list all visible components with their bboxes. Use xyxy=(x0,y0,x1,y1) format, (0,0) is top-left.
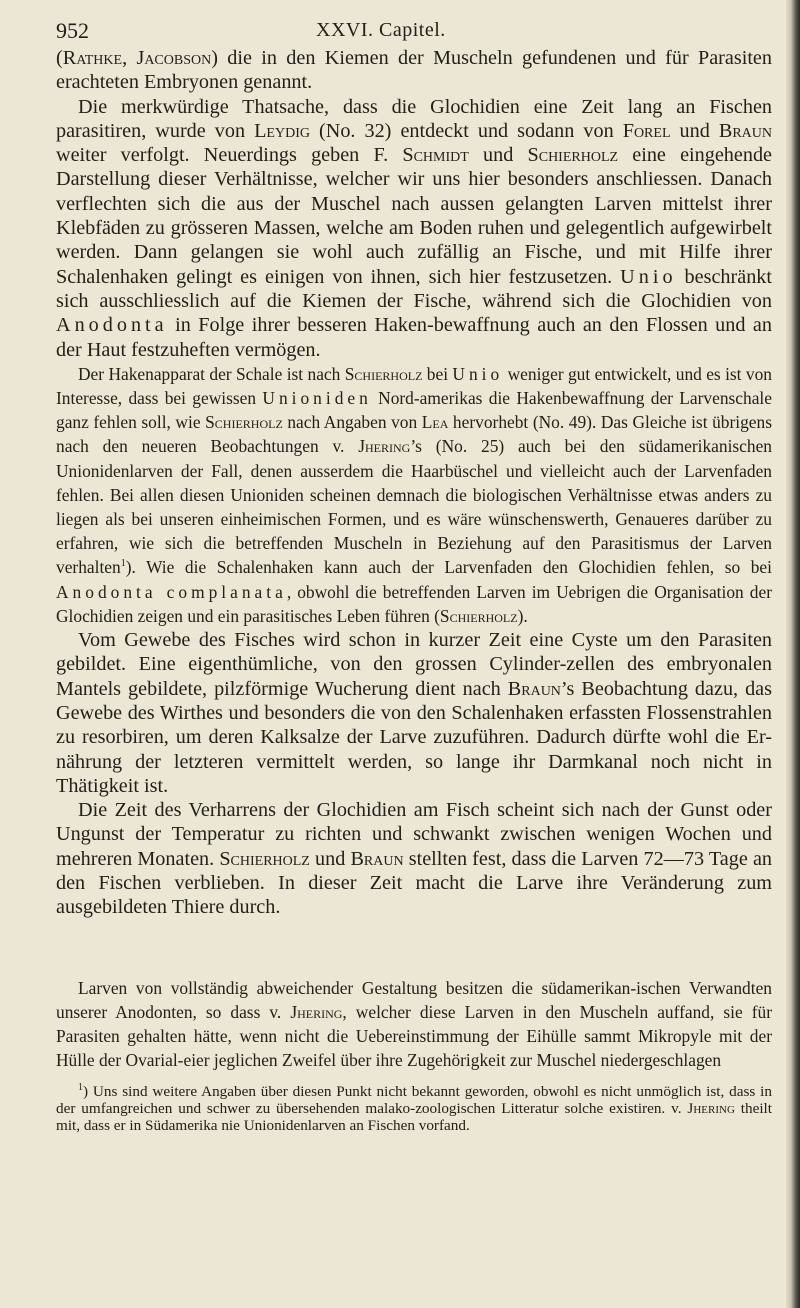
genus-name: Unio xyxy=(452,363,504,384)
author-name: Schierholz xyxy=(439,605,518,626)
author-name: Jhering xyxy=(687,1100,735,1118)
paragraph-cyste xyxy=(56,628,772,798)
footnote xyxy=(56,1084,772,1134)
text-run: ). Wie die Schalenhaken kann auch der Larvenfaden den Glochidien fehlen, so bei xyxy=(125,557,772,578)
text-run: Die merkwürdige Thatsache, dass die Glochidien eine Zeit lang an Fischen parasitiren, wurde von xyxy=(56,95,772,142)
author-name: Braun xyxy=(718,119,772,142)
genus-name: Anodonta xyxy=(56,314,168,337)
text-run: ’s Beobachtung dazu, das Gewebe des Wirthes und besonders die von den Schalenhaken erfassten Flossenstrahlen zu resorbiren, um deren Kalksalze der Larve zuzuführen. Dadurch dürfte wohl die Er-nährung der letzteren vermittelt werden, so lange ihr Darmkanal noch nicht in Thätigkeit ist. xyxy=(56,677,772,797)
genus-name: Unio xyxy=(620,265,677,288)
text-run: ). xyxy=(517,605,528,626)
text-run: und xyxy=(468,144,528,167)
author-name: Braun xyxy=(507,677,561,700)
text-run: ’s (No. 25) auch bei den südamerikanischen Unionidenlarven der Fall, denen ausserdem die Haarbüschel und vielleicht auch der Larvenfaden fehlen. Bei allen diesen Unioniden scheinen demnach die biologischen Verhältnisse etwas anders zu liegen als bei unseren einheimischen Formen, und es wäre wünschenswerth, Genaueres darüber zu erfahren, wie sich die betreffenden Muscheln in Beziehung auf den Parasitismus der Larven verhalten xyxy=(56,436,772,578)
author-name: Schierholz xyxy=(527,144,619,167)
text-run: Die Zeit des Verharrens der Glochidien am Fisch scheint sich nach der Gunst oder Ungunst der Temperatur zu richten und schwankt zwischen wenigen Wochen und mehreren Monaten. xyxy=(56,799,772,870)
paragraph-rathke-jacobson xyxy=(56,46,772,95)
text-run: bei xyxy=(422,363,453,384)
footnote-marker: 1 xyxy=(120,558,126,570)
text-run: ( xyxy=(56,47,63,69)
author-name: Jacobson xyxy=(136,47,212,69)
text-run: ) die in den Kiemen der Muscheln gefundenen und für Parasiten erachteten Embryonen genannt. xyxy=(56,47,772,94)
text-run: theilt mit, dass er in Südamerika nie Unionidenlarven an Fischen vorfand. xyxy=(56,1100,772,1134)
paragraph-suedamerikanische-larven xyxy=(56,976,772,1073)
book-page xyxy=(56,12,772,1134)
page-header xyxy=(56,12,772,46)
text-run: in Folge ihrer besseren Haken-bewaffnung auch an den Flossen und an der Haut festzuheften vermögen. xyxy=(56,314,772,361)
author-name: Jhering xyxy=(358,436,411,457)
text-run: Vom Gewebe des Fisches wird schon in kurzer Zeit eine Cyste um den Parasiten gebildet. Eine eigenthümliche, von den grossen Cylinder-zellen des embryonalen Mantels gebildete, pilzförmige Wucherung dient nach xyxy=(56,629,772,700)
text-run: eine eingehende Darstellung dieser Verhältnisse, welcher wir uns hier besonders anschliessen. Danach verflechten sich die aus der Muschel nach aussen gelangten Larven mittelst ihrer Klebfäden zu grösseren Massen, welche am Boden ruhen und gelegentlich aufgewirbelt werden. Dann gelangen sie wohl auch zufällig an Fische, und mit Hilfe ihrer Schalenhaken gelingt es einigen von ihnen, sich hier festzusetzen. xyxy=(56,144,773,288)
text-run: Der Hakenapparat der Schale ist nach xyxy=(78,363,345,384)
author-name: Jhering xyxy=(290,1001,343,1022)
page-number: 952 xyxy=(56,18,89,43)
text-run: ) Uns sind weitere Angaben über diesen Punkt nicht bekannt geworden, obwohl es nicht unmöglich ist, dass in der umfangreichen und schwer zu übersehenden malako-zoologischen Litteratur solche existiren. v. xyxy=(56,1083,772,1118)
running-title: XXVI. Capitel. xyxy=(316,19,446,41)
text-run: beschränkt sich ausschliesslich auf die Kiemen der Fische, während sich die Glochidien von xyxy=(56,265,772,312)
author-name: Schierholz xyxy=(205,412,283,433)
author-name: Rathke xyxy=(62,47,123,69)
text-run: weniger gut entwickelt, und es ist von Interesse, dass bei gewissen xyxy=(56,363,772,409)
text-run: und xyxy=(309,847,351,870)
text-run: , obwohl die betreffenden Larven im Uebrigen die Organisation der Glochidien zeigen und ein parasitisches Leben führen ( xyxy=(56,581,772,626)
species-name: Anodonta complanata xyxy=(56,581,287,602)
author-name: Lea xyxy=(421,412,449,433)
text-run: stellten fest, dass die Larven 72—73 Tage an den Fischen verblieben. In dieser Zeit macht die Larve ihre Veränderung zum ausgebildeten Thiere durch. xyxy=(56,847,773,919)
author-name: Forel xyxy=(622,119,671,142)
spacer xyxy=(56,920,772,976)
author-name: Schierholz xyxy=(219,847,310,870)
page-edge-shadow xyxy=(786,0,800,1308)
text-run: Nord-amerikas die Hakenbewaffnung der Larvenschale ganz fehlen soll, wie xyxy=(56,388,772,433)
text-run: weiter verfolgt. Neuerdings geben F. xyxy=(56,144,403,167)
author-name: Schierholz xyxy=(344,363,423,384)
paragraph-glochidien-parasitism xyxy=(56,95,772,362)
text-run: hervorhebt (No. 49). Das Gleiche ist übrigens nach den neueren Beobachtungen v. xyxy=(56,412,772,457)
author-name: Schmidt xyxy=(402,144,469,167)
text-run: (No. 32) entdeckt und sodann von xyxy=(309,119,623,142)
footnote-number: 1 xyxy=(78,1082,83,1094)
genus-name: Unioniden xyxy=(262,388,372,409)
text-run: , welcher diese Larven in den Muscheln auffand, sie für Parasiten gehalten hätte, wenn nicht die Uebereinstimmung der Eihülle sammt Mikropyle mit der Hülle der Ovarial-eier jeglichen Zweifel über ihre Zugehörigkeit zur Muschel niedergeschlagen xyxy=(56,1001,772,1071)
text-run: nach Angaben von xyxy=(282,412,422,433)
text-run: , xyxy=(122,47,137,69)
text-run: und xyxy=(670,119,719,142)
paragraph-hakenapparat xyxy=(56,362,772,628)
author-name: Leydig xyxy=(254,119,310,142)
author-name: Braun xyxy=(350,847,404,870)
text-run: Larven von vollständig abweichender Gestaltung besitzen die südamerikan-ischen Verwandten unserer Anodonten, so dass v. xyxy=(56,977,772,1022)
paragraph-verharren xyxy=(56,798,772,919)
